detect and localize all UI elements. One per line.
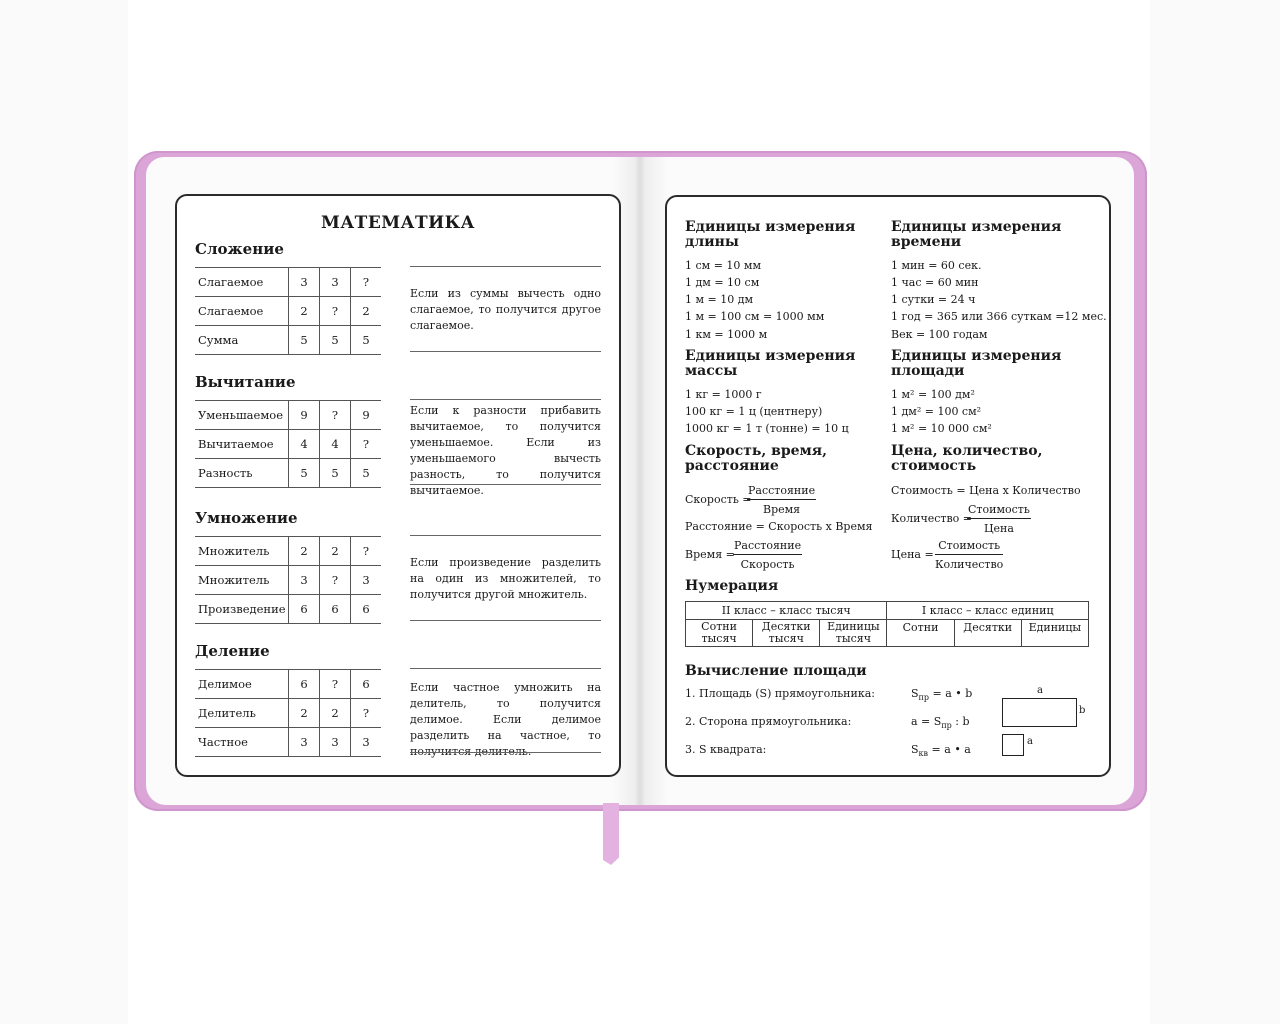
side-label-a: a: [1037, 685, 1043, 696]
formula: [911, 743, 971, 758]
rule-text: Если произведение разделить на один из множителей, то получится другой множитель.: [410, 556, 601, 601]
unit-line: 1 м² = 10 000 см²: [891, 422, 992, 435]
cell: 3: [289, 268, 320, 297]
formula-symbol: a = S: [911, 715, 942, 728]
digit-column: Единицы: [1021, 620, 1088, 647]
digit-column: Десятки тысяч: [753, 620, 820, 647]
numeration-table: [685, 601, 1089, 647]
digit-column: Десятки: [954, 620, 1021, 647]
fraction: [935, 539, 1003, 571]
section-heading: Деление: [195, 642, 270, 660]
section-heading: Единицы измерения массы: [685, 348, 856, 379]
unit-line: 1 час = 60 мин: [891, 276, 979, 289]
table-row: [195, 326, 381, 355]
side-label-a: a: [1027, 736, 1033, 747]
formula-rest: = a • b: [929, 687, 973, 700]
row-label: Сумма: [195, 326, 289, 355]
unit-line: 1 м = 100 см = 1000 мм: [685, 310, 825, 323]
cell: 5: [320, 459, 351, 488]
cell: ?: [351, 537, 382, 566]
cell: 5: [351, 459, 382, 488]
unit-line: 1 мин = 60 сек.: [891, 259, 982, 272]
cell: ?: [351, 699, 382, 728]
numerator: Расстояние: [747, 484, 816, 500]
cell: ?: [351, 430, 382, 459]
table-row: [686, 602, 1089, 620]
formula-symbol: S: [911, 687, 919, 700]
formula-symbol: S: [911, 743, 919, 756]
unit-line: 1 дм² = 100 см²: [891, 405, 982, 418]
formula: [911, 687, 972, 702]
cell: 5: [320, 326, 351, 355]
formula-label: Время =: [685, 548, 735, 561]
cell: 3: [351, 566, 382, 595]
table-row: [686, 620, 1089, 647]
table-row: [195, 728, 381, 757]
cell: 2: [320, 537, 351, 566]
cell: ?: [320, 401, 351, 430]
formula-line: Стоимость = Цена х Количество: [891, 484, 1081, 497]
cell: 3: [289, 728, 320, 757]
rule-text: Если к разности прибавить вычитаемое, то получится уменьшаемое. Если из уменьшаемого вычесть разность, то получится вычитаемое.: [410, 404, 601, 497]
cell: 6: [320, 595, 351, 624]
table-row: [195, 430, 381, 459]
formula-line: Расстояние = Скорость х Время: [685, 520, 873, 533]
section-heading: Сложение: [195, 240, 284, 258]
cell: 4: [320, 430, 351, 459]
unit-line: 1 дм = 10 см: [685, 276, 760, 289]
unit-line: 1 см = 10 мм: [685, 259, 762, 272]
cell: ?: [320, 297, 351, 326]
fraction: [967, 503, 1031, 535]
digit-column: Сотни: [887, 620, 954, 647]
cell: 4: [289, 430, 320, 459]
numerator: Стоимость: [935, 539, 1003, 555]
cell: 3: [320, 268, 351, 297]
rule-text: Если из суммы вычесть одно слагаемое, то получится другое слагаемое.: [410, 287, 601, 332]
divider: [410, 351, 601, 352]
fraction: [747, 484, 816, 516]
cell: 3: [351, 728, 382, 757]
formula-subscript: пр: [941, 721, 952, 731]
unit-line: 1 м = 10 дм: [685, 293, 754, 306]
numerator: Расстояние: [733, 539, 802, 555]
fraction: [733, 539, 802, 571]
table-row: [195, 699, 381, 728]
unit-line: Век = 100 годам: [891, 328, 988, 341]
row-label: Делимое: [195, 670, 289, 699]
cell: 6: [351, 670, 382, 699]
bookmark-ribbon: [603, 803, 619, 865]
formula-text: 3. S квадрата:: [685, 743, 767, 756]
divider: [410, 484, 601, 485]
divider: [410, 535, 601, 536]
row-label: Слагаемое: [195, 297, 289, 326]
background-strip: [0, 0, 128, 1024]
formula-label: Скорость =: [685, 493, 752, 506]
section-heading: Умножение: [195, 509, 298, 527]
section-heading: Единицы измерения площади: [891, 348, 1062, 379]
cell: ?: [351, 268, 382, 297]
divider: [410, 620, 601, 621]
background-strip: [1150, 0, 1280, 1024]
formula-text: 1. Площадь (S) прямоугольника:: [685, 687, 875, 700]
denominator: Количество: [935, 558, 1004, 571]
cell: 2: [289, 699, 320, 728]
square-diagram: [1002, 734, 1024, 756]
divider: [410, 266, 601, 267]
cell: 6: [351, 595, 382, 624]
divider: [410, 752, 601, 753]
table-row: [195, 401, 381, 430]
page-title: МАТЕМАТИКА: [321, 213, 475, 233]
table-row: [195, 297, 381, 326]
cell: 2: [289, 297, 320, 326]
cell: 2: [289, 537, 320, 566]
formula-text: 2. Сторона прямоугольника:: [685, 715, 852, 728]
cell: 3: [320, 728, 351, 757]
class-header: I класс – класс единиц: [887, 602, 1089, 620]
operation-table: [195, 267, 381, 355]
section-heading: Скорость, время, расстояние: [685, 443, 827, 474]
unit-line: 1 сутки = 24 ч: [891, 293, 976, 306]
denominator: Время: [762, 503, 801, 516]
formula-label: Количество =: [891, 512, 973, 525]
section-heading: Единицы измерения времени: [891, 219, 1062, 250]
cell: 2: [351, 297, 382, 326]
class-header: II класс – класс тысяч: [686, 602, 887, 620]
table-row: [195, 268, 381, 297]
operation-table: [195, 669, 381, 757]
row-label: Делитель: [195, 699, 289, 728]
unit-line: 1 год = 365 или 366 суткам =12 мес.: [891, 310, 1107, 323]
cell: ?: [320, 566, 351, 595]
cell: 9: [289, 401, 320, 430]
numerator: Стоимость: [967, 503, 1031, 519]
table-row: [195, 566, 381, 595]
rule-text: Если частное умножить на делитель, то получится делимое. Если делимое разделить на частное, то получится делитель.: [410, 681, 601, 758]
rectangle-diagram: [1002, 698, 1077, 727]
row-label: Множитель: [195, 566, 289, 595]
formula: [911, 715, 970, 730]
reference-page: [665, 195, 1111, 777]
row-label: Множитель: [195, 537, 289, 566]
section-heading: Нумерация: [685, 578, 779, 594]
cell: 5: [351, 326, 382, 355]
digit-column: Единицы тысяч: [820, 620, 887, 647]
formula-rest: = a • a: [928, 743, 971, 756]
denominator: Скорость: [740, 558, 795, 571]
cell: 3: [289, 566, 320, 595]
section-heading: Единицы измерения длины: [685, 219, 856, 250]
section-heading: Цена, количество, стоимость: [891, 443, 1043, 474]
table-row: [195, 670, 381, 699]
cell: 9: [351, 401, 382, 430]
cell: 2: [320, 699, 351, 728]
row-label: Вычитаемое: [195, 430, 289, 459]
cell: 5: [289, 459, 320, 488]
unit-line: 1 кг = 1000 г: [685, 388, 762, 401]
unit-line: 1 км = 1000 м: [685, 328, 768, 341]
row-label: Уменьшаемое: [195, 401, 289, 430]
table-row: [195, 595, 381, 624]
table-row: [195, 459, 381, 488]
cell: ?: [320, 670, 351, 699]
unit-line: 100 кг = 1 ц (центнеру): [685, 405, 823, 418]
formula-rest: : b: [951, 715, 970, 728]
cell: 6: [289, 670, 320, 699]
row-label: Слагаемое: [195, 268, 289, 297]
unit-line: 1 м² = 100 дм²: [891, 388, 975, 401]
cell: 5: [289, 326, 320, 355]
divider: [410, 399, 601, 400]
row-label: Разность: [195, 459, 289, 488]
formula-subscript: пр: [918, 693, 929, 703]
cell: 6: [289, 595, 320, 624]
side-label-b: b: [1079, 705, 1086, 716]
operation-table: [195, 400, 381, 488]
divider: [410, 668, 601, 669]
unit-line: 1000 кг = 1 т (тонне) = 10 ц: [685, 422, 849, 435]
operation-table: [195, 536, 381, 624]
section-heading: Вычитание: [195, 373, 296, 391]
table-row: [195, 537, 381, 566]
denominator: Цена: [983, 522, 1014, 535]
formula-label: Цена =: [891, 548, 934, 561]
digit-column: Сотни тысяч: [686, 620, 753, 647]
math-page: [175, 194, 621, 777]
row-label: Произведение: [195, 595, 289, 624]
row-label: Частное: [195, 728, 289, 757]
formula-subscript: кв: [918, 749, 929, 759]
section-heading: Вычисление площади: [685, 663, 867, 679]
